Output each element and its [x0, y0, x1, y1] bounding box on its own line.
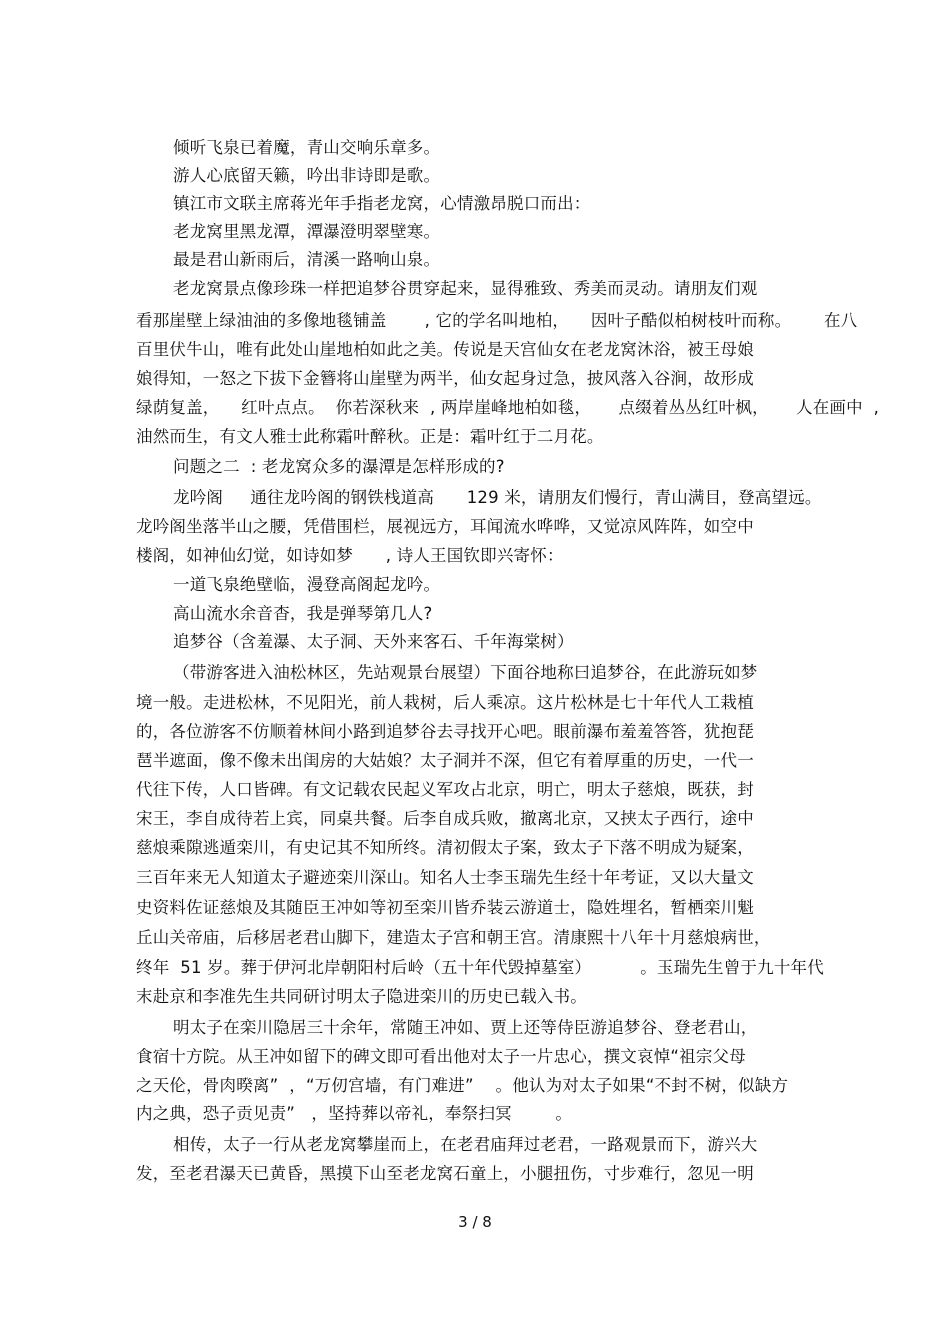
poem-line: 高山流水余音杳，我是弹琴第几人?	[173, 604, 433, 623]
text-line: 的，各位游客不仿顺着林间小路到追梦谷去寻找开心吧。眼前瀑布羞羞答答，犹抱琵	[136, 722, 754, 741]
text-line: 宋王，李自成待若上宾，同桌共餐。后李自成兵败，撤离北京，又挟太子西行，途中	[136, 809, 754, 828]
text-line: 丘山关帝庙，后移居老君山脚下，建造太子宫和朝王宫。清康熙十八年十月慈烺病世，	[136, 928, 771, 947]
text-line: 相传，太子一行从老龙窝攀崖而上，在老君庙拜过老君，一路观景而下，游兴大	[173, 1135, 758, 1154]
text-line: 龙吟阁坐落半山之腰，凭借围栏，展视远方，耳闻流水哗哗，又觉凉风阵阵，如空中	[136, 517, 754, 536]
poem-line: 一道飞泉绝壁临，漫登高阁起龙吟。	[173, 575, 441, 594]
text-line: 代往下传，人口皆碑。有文记载农民起义军攻占北京，明亡，明太子慈烺，既获，封	[136, 780, 754, 799]
section-line: 龙吟阁 通往龙吟阁的钢铁栈道高 129 米，请朋友们慢行，青山满目，登高望远。	[173, 488, 822, 507]
page-number: 3 / 8	[458, 1213, 492, 1231]
poem-line: 最是君山新雨后，清溪一路响山泉。	[173, 250, 441, 269]
text-line: 明太子在栾川隐居三十余年，常随王冲如、贾上还等侍臣游追梦谷、登老君山，	[173, 1018, 758, 1037]
text-line: 镇江市文联主席蒋光年手指老龙窝，心情激昂脱口而出：	[173, 194, 591, 213]
poem-line: 倾听飞泉已着魔，青山交响乐章多。	[173, 138, 441, 157]
text-line: 慈烺乘隙逃遁栾川，有史记其不知所终。清初假太子案，致太子下落不明成为疑案，	[136, 838, 754, 857]
poem-line: 老龙窝里黑龙潭，潭瀑澄明翠壁寒。	[173, 222, 441, 241]
text-line: 发，至老君瀑天已黄昏，黑摸下山至老龙窝石童上，小腿扭伤，寸步难行，忽见一明	[136, 1164, 754, 1183]
text-line: 看那崖壁上绿油油的多像地毯铺盖 , 它的学名叫地柏， 因叶子酷似柏树枝叶而称。 在八	[136, 311, 858, 330]
question-heading: 问题之二 : 老龙窝众多的瀑潭是怎样形成的?	[173, 457, 505, 476]
text-line: 三百年来无人知道太子避迹栾川深山。知名人士李玉瑞先生经十年考证，又以大量文	[136, 868, 754, 887]
text-line: （带游客进入油松林区，先站观景台展望）下面谷地称曰追梦谷，在此游玩如梦	[173, 663, 758, 682]
text-line: 琶半遮面，像不像未出闺房的大姑娘？太子洞并不深，但它有着厚重的历史，一代一	[136, 751, 754, 770]
text-line: 终年 51 岁。葬于伊河北岸朝阳村后岭（五十年代毁掉墓室） 。玉瑞先生曾于九十年代	[136, 958, 824, 977]
poem-line: 游人心底留天籁，吟出非诗即是歌。	[173, 166, 441, 185]
text-line: 食宿十方院。从王冲如留下的碑文即可看出他对太子一片忠心，撰文哀悼“祖宗父母	[136, 1047, 746, 1066]
text-line: 史资料佐证慈烺及其随臣王冲如等初至栾川皆乔装云游道士，隐姓埋名，暂栖栾川魁	[136, 898, 754, 917]
text-line: 之天伦，骨肉暌离” ，“万仞宫墙，有门难进” 。他认为对太子如果“不封不树，似缺方	[136, 1076, 789, 1095]
section-heading: 追梦谷（含羞瀑、太子洞、天外来客石、千年海棠树）	[173, 632, 574, 651]
text-line: 老龙窝景点像珍珠一样把追梦谷贯穿起来，显得雅致、秀美而灵动。请朋友们观	[173, 279, 758, 298]
text-line: 内之典，恐子贡见责” ，坚持葬以帝礼，奉祭扫冥 。	[136, 1104, 573, 1123]
text-line: 绿荫复盖， 红叶点点。 你若深秋来 , 两岸崖峰地柏如毯， 点缀着丛丛红叶枫， 人在画中 ,	[136, 398, 880, 417]
text-line: 境一般。走进松林，不见阳光，前人栽树，后人乘凉。这片松林是七十年代人工栽植	[136, 693, 754, 712]
text-line: 百里伏牛山，唯有此处山崖地柏如此之美。传说是天宫仙女在老龙窝沐浴，被王母娘	[136, 340, 754, 359]
text-line: 末赴京和李准先生共同研讨明太子隐进栾川的历史已载入书。	[136, 987, 587, 1006]
text-line: 娘得知，一怒之下拔下金簪将山崖壁为两半，仙女起身过急，披风落入谷涧，故形成	[136, 369, 754, 388]
text-line: 油然而生，有文人雅士此称霜叶醉秋。正是：霜叶红于二月花。	[136, 427, 604, 446]
text-line: 楼阁，如神仙幻觉，如诗如梦 , 诗人王国钦即兴寄怀：	[136, 546, 564, 565]
